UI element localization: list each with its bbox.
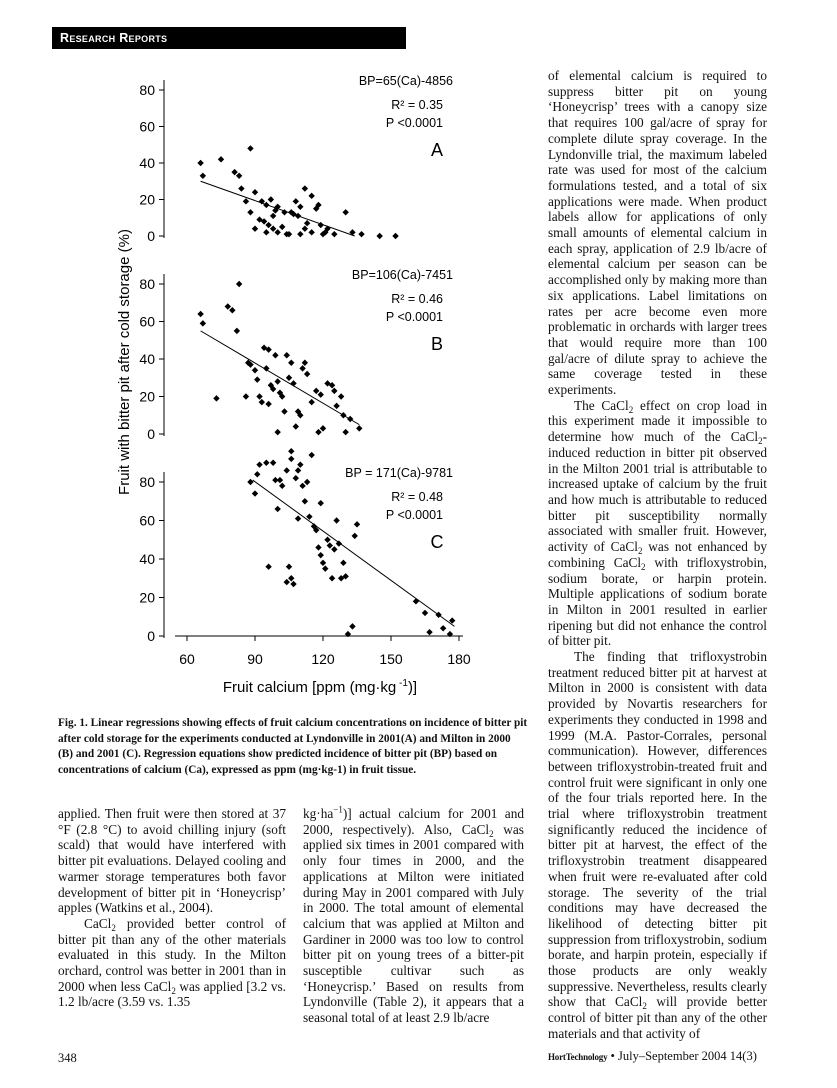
p-value-label: P <0.0001 bbox=[385, 508, 443, 522]
data-point bbox=[234, 328, 240, 334]
y-tick-label: 60 bbox=[139, 313, 155, 330]
data-point bbox=[252, 490, 258, 496]
y-tick-label: 40 bbox=[139, 551, 155, 567]
data-point bbox=[284, 467, 290, 473]
data-point bbox=[286, 564, 292, 570]
y-tick-label: 60 bbox=[139, 512, 155, 529]
data-point bbox=[338, 393, 344, 399]
data-point bbox=[252, 226, 258, 232]
data-point bbox=[320, 425, 326, 431]
data-point bbox=[288, 456, 294, 462]
data-point bbox=[272, 352, 278, 358]
data-point bbox=[252, 189, 258, 195]
data-point bbox=[265, 564, 271, 570]
data-point bbox=[297, 231, 303, 237]
text-column-1 bbox=[58, 806, 286, 1010]
paragraph: of elemental calcium is required to suppress bitter pit on young ‘Honeycrisp’ trees with a canopy size that requires 100 gal/acre of spray for complete dilute spray coverage. In the Lyndonville trial, the maximum labeled rate was used for most of the calcium formulations tested, and a total of six applications were made. When product labels allow for applications of only small amounts of elemental calcium in each spray, application of 2.9 lb/acre of elemental calcium per season can be accomplished only by making more than six applications. Label limitations on rates per acre become even more problematic in orchards with larger trees that would require more than 100 gal/acre of dilute spray to achieve the same coverage tested in these experiments. bbox=[548, 68, 767, 398]
x-tick-label: 150 bbox=[379, 651, 403, 667]
data-point bbox=[304, 371, 310, 377]
data-point bbox=[263, 229, 269, 235]
data-point bbox=[243, 393, 249, 399]
data-point bbox=[288, 360, 294, 366]
data-point bbox=[213, 395, 219, 401]
data-point bbox=[302, 185, 308, 191]
data-point bbox=[320, 560, 326, 566]
panel-label: B bbox=[430, 334, 444, 354]
data-point bbox=[274, 429, 280, 435]
data-point bbox=[274, 229, 280, 235]
data-point bbox=[284, 352, 290, 358]
data-point bbox=[331, 546, 337, 552]
data-point bbox=[413, 598, 419, 604]
data-point bbox=[331, 388, 337, 394]
data-point bbox=[229, 307, 235, 313]
x-tick-label: 180 bbox=[447, 651, 471, 667]
data-point bbox=[422, 610, 428, 616]
journal-footer bbox=[548, 1049, 757, 1064]
y-tick-label: 20 bbox=[139, 191, 155, 208]
data-point bbox=[302, 360, 308, 366]
data-point bbox=[315, 429, 321, 435]
data-point bbox=[225, 303, 231, 309]
data-point bbox=[342, 429, 348, 435]
panel-label: A bbox=[430, 140, 444, 160]
x-axis-label: Fruit calcium [ppm (mg·kg $^{-1}$)] bbox=[222, 678, 418, 696]
data-point bbox=[318, 500, 324, 506]
y-tick-label: 60 bbox=[139, 118, 155, 135]
data-point bbox=[327, 542, 333, 548]
data-point bbox=[329, 575, 335, 581]
data-point bbox=[295, 467, 301, 473]
data-point bbox=[352, 533, 358, 539]
data-point bbox=[302, 498, 308, 504]
data-point bbox=[290, 581, 296, 587]
paragraph: $kg\cdot ha^{-1}$)] actual calcium for 2001 and 2000, respectively). Also, CaCl$_2$ was applied six times in 2001 compared with only four times in 2000, and the applications at Milton were initiated during May in 2001 compared with July in 2000. The total amount of elemental calcium that was applied at Milton and Gardiner in 2000 was too low to control bitter pit on young trees of a bitter-pit susceptible cultivar such as ‘Honeycrisp.’ Based on results from Lyndonville (Table 2), it appears that a seasonal total of at least 2.9 lb/acre bbox=[303, 804, 524, 1026]
data-point bbox=[200, 173, 206, 179]
data-point bbox=[299, 483, 305, 489]
data-point bbox=[270, 213, 276, 219]
regression-charts bbox=[55, 62, 475, 702]
data-point bbox=[297, 204, 303, 210]
text-column-3 bbox=[548, 68, 767, 1042]
data-point bbox=[315, 544, 321, 550]
data-point bbox=[256, 393, 262, 399]
paragraph: The finding that trifloxystrobin treatment reduced bitter pit at harvest at Milton in 2000 is consistent with data provided by Novartis researchers for experiments they conducted in 1998 and 1999 (M.A. Pastor-Corrales, personal communication). However, differences between trifloxystrobin-treated fruit and control fruit were significant in only one of the four trials reported here. In the trial where trifloxystrobin treatment significantly reduced the incidence of bitter pit at harvest, the effect of the trifloxystrobin treatment disappeared when fruit were re-evaluated after cold storage. The severity of the trial conditions may have decreased the likelihood of detecting bitter pit suppression from trifloxystrobin, sodium borate, and harpin protein, especially if those products are only weakly suppressive. Nevertheless, results clearly show that CaCl$_2$ will provide better control of bitter pit than any of the other materials and that activity of bbox=[548, 649, 768, 1041]
data-point bbox=[349, 623, 355, 629]
data-point bbox=[256, 461, 262, 467]
data-point bbox=[440, 625, 446, 631]
section-banner: Research Reports bbox=[52, 27, 406, 49]
data-point bbox=[293, 423, 299, 429]
y-tick-label: 0 bbox=[147, 426, 155, 442]
y-tick-label: 80 bbox=[139, 474, 155, 490]
y-tick-label: 20 bbox=[139, 589, 155, 606]
data-point bbox=[281, 408, 287, 414]
x-tick-label: 90 bbox=[247, 651, 263, 667]
data-point bbox=[274, 378, 280, 384]
data-point bbox=[277, 477, 283, 483]
data-point bbox=[270, 460, 276, 466]
data-point bbox=[342, 209, 348, 215]
data-point bbox=[247, 145, 253, 151]
data-point bbox=[247, 209, 253, 215]
data-point bbox=[354, 521, 360, 527]
data-point bbox=[197, 311, 203, 317]
y-tick-label: 80 bbox=[139, 82, 155, 98]
data-point bbox=[286, 375, 292, 381]
regression-equation: BP=106(Ca)-7451 bbox=[351, 268, 453, 282]
paragraph: CaCl$_2$ provided better control of bitter pit than any of the other materials evaluated in this study. In the Milton orchard, control was better in 2001 than in 2000 when less CaCl$_2$ was applied [3.2 vs. 1.2 lb/acre (3.59 vs. 1.35 bbox=[58, 915, 286, 1010]
r-squared-label: R² = 0.48 bbox=[391, 490, 443, 504]
data-point bbox=[299, 365, 305, 371]
data-point bbox=[243, 198, 249, 204]
data-point bbox=[322, 565, 328, 571]
data-point bbox=[197, 160, 203, 166]
y-axis-label: Fruit with bitter pit after cold storage (%) bbox=[116, 229, 133, 495]
p-value-label: P <0.0001 bbox=[385, 310, 443, 324]
data-point bbox=[263, 202, 269, 208]
data-point bbox=[268, 196, 274, 202]
issue-info: • July–September 2004 14(3) bbox=[610, 1049, 757, 1063]
data-point bbox=[265, 222, 271, 228]
y-tick-label: 0 bbox=[147, 628, 155, 644]
data-point bbox=[340, 412, 346, 418]
data-point bbox=[254, 376, 260, 382]
r-squared-label: R² = 0.46 bbox=[391, 292, 443, 306]
journal-logo: HortTechnology bbox=[548, 1052, 608, 1062]
regression-equation: BP=65(Ca)-4856 bbox=[358, 74, 453, 88]
data-point bbox=[356, 425, 362, 431]
data-point bbox=[288, 575, 294, 581]
paragraph: The CaCl$_2$ effect on crop load in this experiment made it impossible to determine how much of the CaCl$_2$-induced reduction in bitter pit observed in the Milton 2001 trial is attributable to increased uptake of calcium by the fruit and how much is attributable to reduced bitter pit susceptibility normally associated with smaller fruit. However, activity of CaCl$_2$ was not enhanced by combining CaCl$_2$ with trifloxystrobin, sodium borate, or harpin protein. Multiple applications of sodium borate in Milton in 2001 resulted in earlier ripening but did not enhance the control of bitter pit. bbox=[548, 397, 767, 649]
data-point bbox=[304, 479, 310, 485]
regression-equation: BP = 171(Ca)-9781 bbox=[345, 466, 453, 480]
data-point bbox=[324, 537, 330, 543]
data-point bbox=[308, 193, 314, 199]
data-point bbox=[252, 367, 258, 373]
data-point bbox=[318, 391, 324, 397]
r-squared-label: R² = 0.35 bbox=[391, 98, 443, 112]
data-point bbox=[295, 515, 301, 521]
y-tick-label: 0 bbox=[147, 228, 155, 244]
figure-1 bbox=[55, 62, 475, 707]
data-point bbox=[279, 224, 285, 230]
x-tick-label: 60 bbox=[179, 651, 195, 667]
panel-label: C bbox=[430, 532, 444, 552]
data-point bbox=[302, 226, 308, 232]
data-point bbox=[236, 173, 242, 179]
data-point bbox=[254, 471, 260, 477]
data-point bbox=[308, 399, 314, 405]
data-point bbox=[247, 479, 253, 485]
data-point bbox=[218, 156, 224, 162]
data-point bbox=[238, 185, 244, 191]
page-number: 348 bbox=[58, 1051, 77, 1065]
regression-line bbox=[201, 331, 360, 425]
p-value-label: P <0.0001 bbox=[385, 116, 443, 130]
data-point bbox=[236, 281, 242, 287]
y-tick-label: 20 bbox=[139, 388, 155, 405]
data-point bbox=[306, 513, 312, 519]
y-tick-label: 40 bbox=[139, 155, 155, 171]
data-point bbox=[376, 233, 382, 239]
data-point bbox=[347, 416, 353, 422]
paragraph: applied. Then fruit were then stored at 37 °F (2.8 °C) to avoid chilling injury (soft scald) that would have interfered with bitter pit evaluations. Delayed cooling and warmer storage temperatures both favor development of bitter pit in ‘Honeycrisp’ apples (Watkins et al., 2004). bbox=[58, 806, 286, 916]
data-point bbox=[297, 461, 303, 467]
data-point bbox=[293, 198, 299, 204]
data-point bbox=[318, 552, 324, 558]
data-point bbox=[333, 517, 339, 523]
data-point bbox=[313, 388, 319, 394]
data-point bbox=[340, 560, 346, 566]
figure-caption: Fig. 1. Linear regressions showing effects of fruit calcium concentrations on incidence of bitter pit after cold storage for the experiments conducted at Lyndonville in 2001(A) and Milton in 2000 (B) and 2001 (C). Regression equations show predicted incidence of bitter pit (BP) based on concentrations of calcium (Ca), expressed as ppm (mg·kg-1) in fruit tissue. bbox=[58, 717, 528, 776]
data-point bbox=[263, 460, 269, 466]
data-point bbox=[274, 506, 280, 512]
data-point bbox=[333, 403, 339, 409]
data-point bbox=[392, 233, 398, 239]
data-point bbox=[426, 629, 432, 635]
data-point bbox=[293, 475, 299, 481]
data-point bbox=[259, 399, 265, 405]
data-point bbox=[279, 483, 285, 489]
data-point bbox=[331, 231, 337, 237]
y-tick-label: 40 bbox=[139, 351, 155, 367]
data-point bbox=[290, 380, 296, 386]
x-tick-label: 120 bbox=[311, 651, 335, 667]
text-column-2 bbox=[303, 806, 524, 1026]
data-point bbox=[308, 452, 314, 458]
data-point bbox=[308, 229, 314, 235]
data-point bbox=[265, 401, 271, 407]
data-point bbox=[270, 226, 276, 232]
data-point bbox=[231, 169, 237, 175]
data-point bbox=[288, 448, 294, 454]
data-point bbox=[200, 320, 206, 326]
data-point bbox=[304, 220, 310, 226]
data-point bbox=[358, 231, 364, 237]
y-tick-label: 80 bbox=[139, 276, 155, 292]
data-point bbox=[284, 579, 290, 585]
